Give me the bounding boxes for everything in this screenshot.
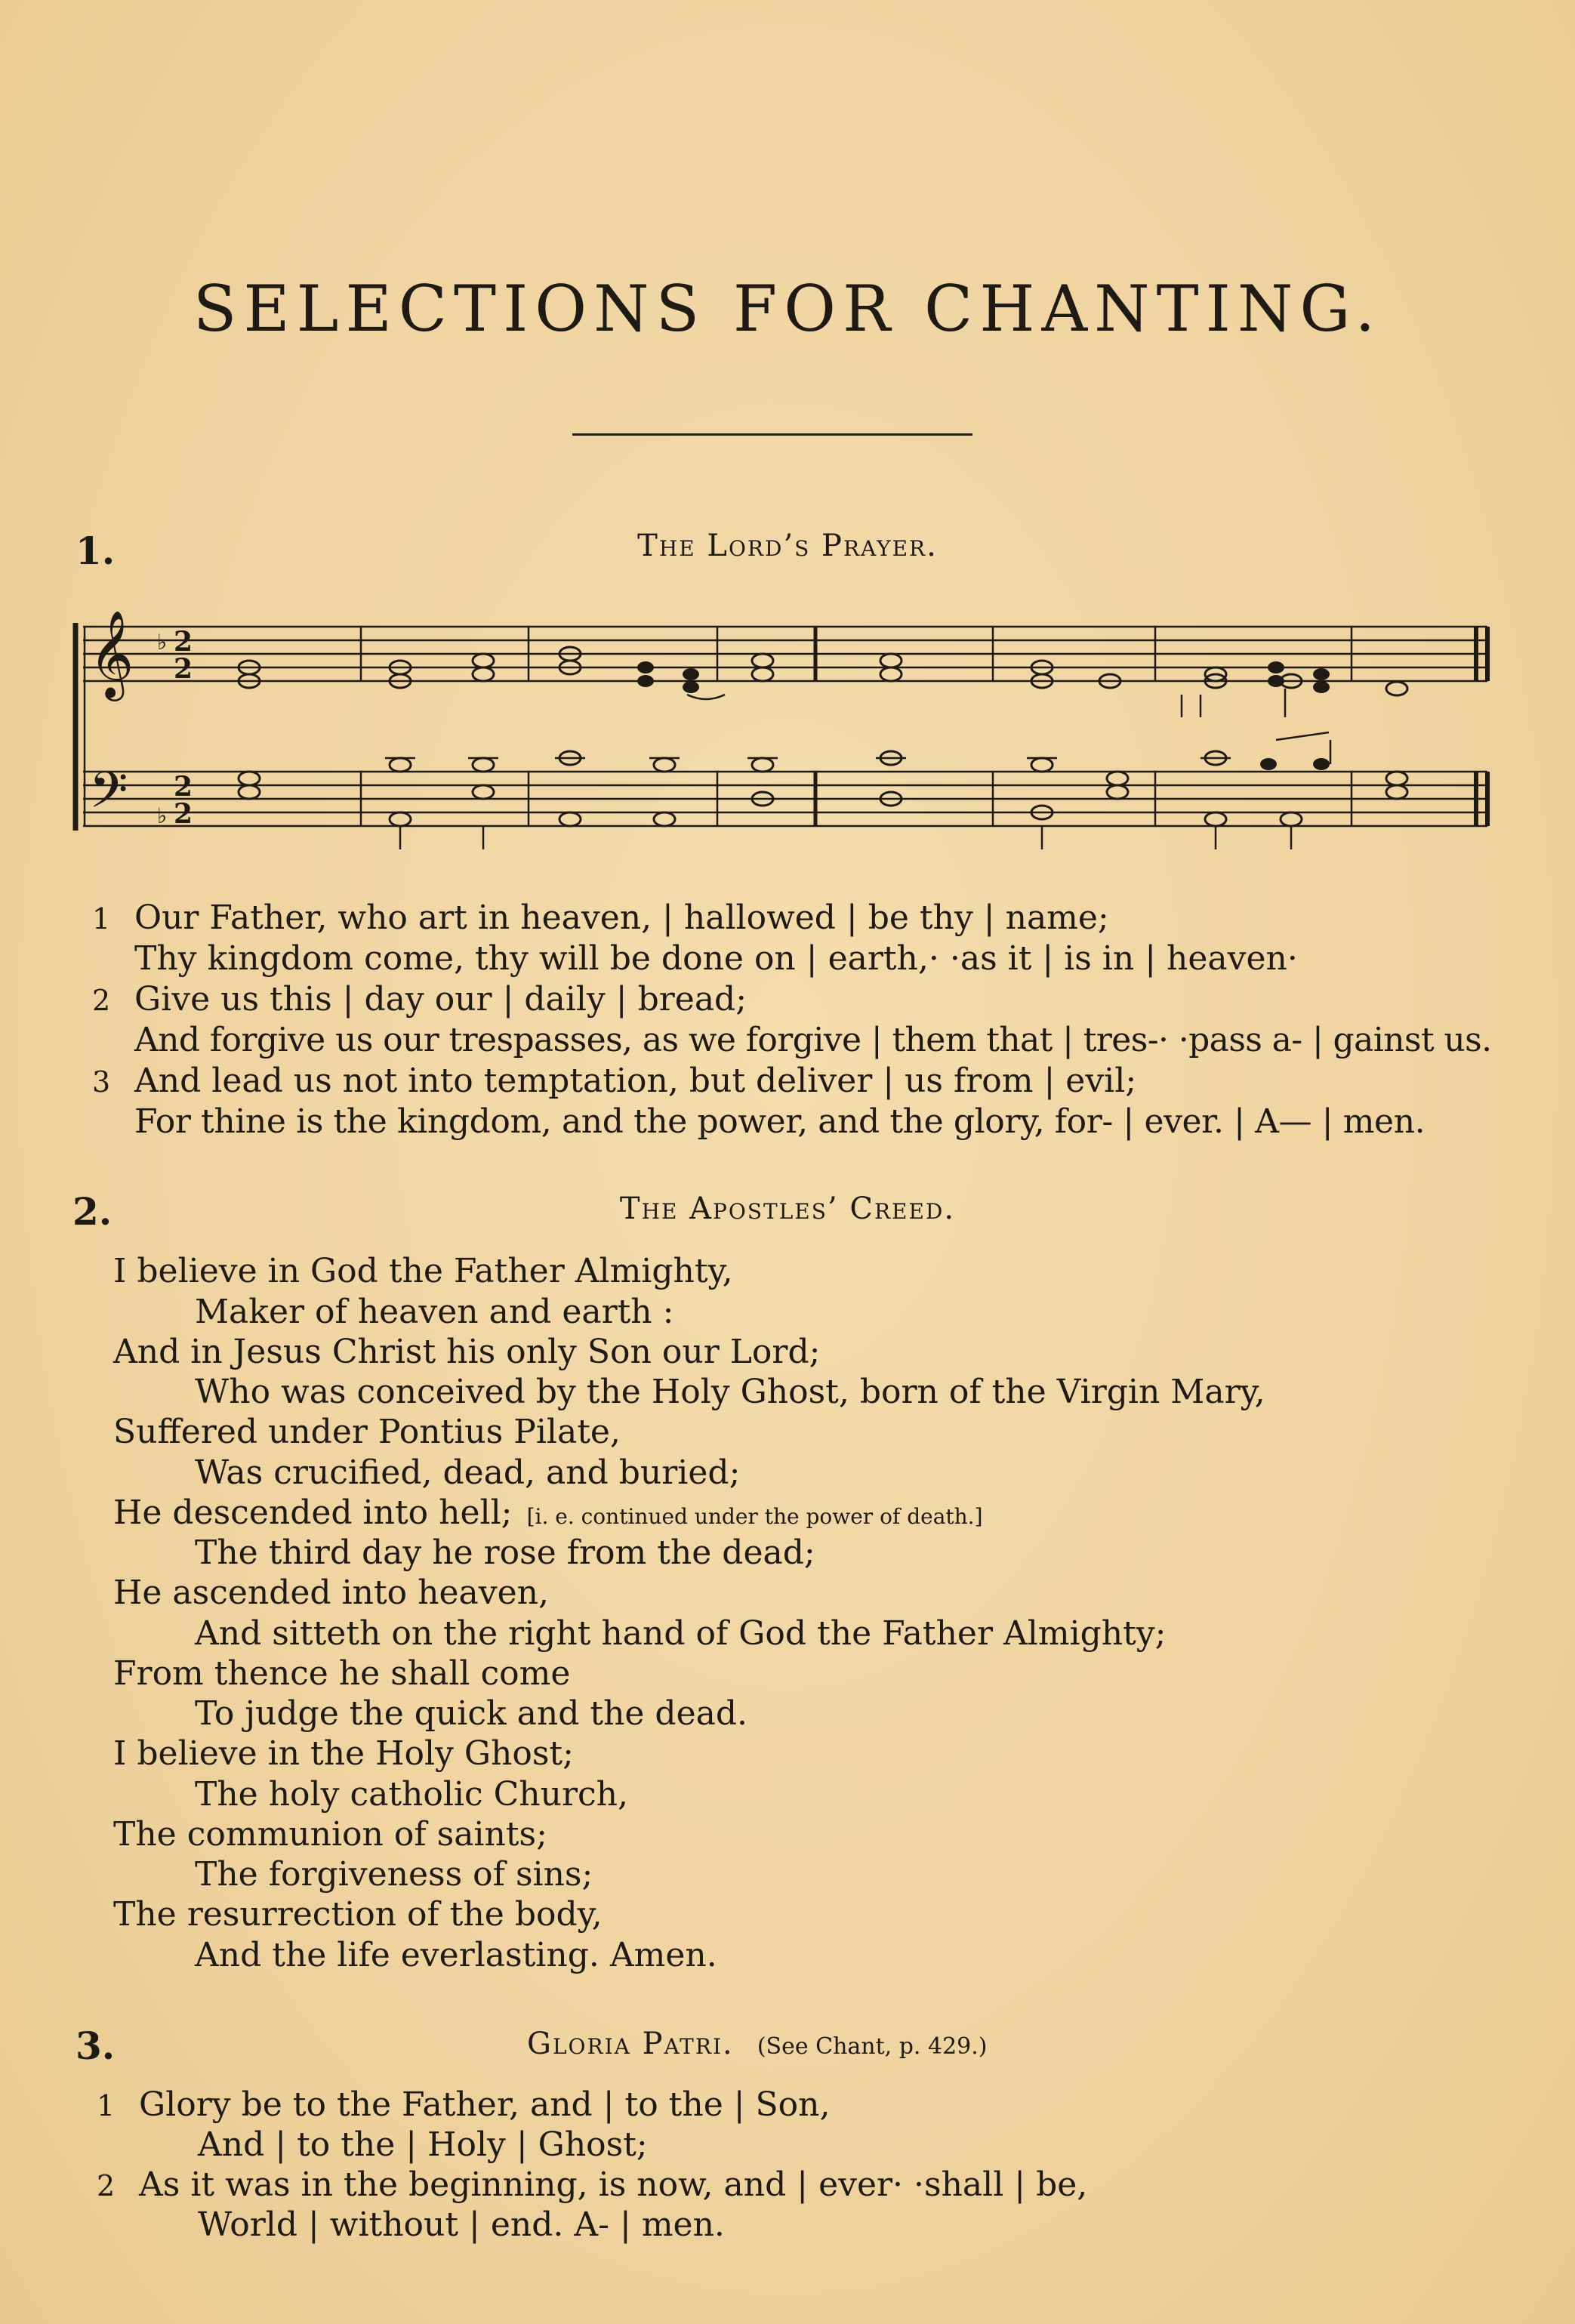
creed-line-6: Was crucified, dead, and buried; — [195, 1453, 741, 1492]
gloria-verse-2-line-1: As it was in the beginning, is now, and | ever· ·shall | be, — [139, 2165, 1088, 2204]
creed-line-13: I believe in the Holy Ghost; — [113, 1734, 574, 1773]
creed-line-12: To judge the quick and the dead. — [195, 1694, 748, 1733]
svg-text:2: 2 — [174, 771, 193, 803]
creed-line-7: He descended into hell; — [113, 1493, 513, 1532]
creed-line-5: Suffered under Pontius Pilate, — [113, 1413, 621, 1451]
gloria-verse-1-line-2: And | to the | Holy | Ghost; — [198, 2125, 648, 2164]
svg-text:𝄞: 𝄞 — [89, 609, 134, 698]
creed-footnote: [i. e. continued under the power of death.] — [526, 1504, 983, 1529]
verse-2-line-2: And forgive us our trespasses, as we forgive | them that | tres-· ·pass a- | gainst us. — [134, 1021, 1492, 1059]
section-1-heading: The Lord’s Prayer. — [637, 529, 938, 563]
section-3-number: 3. — [76, 2023, 116, 2068]
creed-line-14: The holy catholic Church, — [195, 1775, 628, 1814]
svg-text:𝄢: 𝄢 — [89, 761, 128, 831]
section-2-number: 2. — [72, 1189, 112, 1234]
verse-2-number: 2 — [92, 984, 111, 1017]
gloria-verse-2-number: 2 — [97, 2169, 116, 2202]
creed-line-9: He ascended into heaven, — [113, 1573, 549, 1612]
verse-3-line-2: For thine is the kingdom, and the power, and the glory, for- | ever. | A— | men. — [134, 1102, 1426, 1141]
gloria-verse-1-line-1: Glory be to the Father, and | to the | Son, — [139, 2085, 831, 2124]
section-3-note: (See Chant, p. 429.) — [757, 2033, 988, 2060]
svg-text:2: 2 — [174, 626, 193, 658]
creed-line-4: Who was conceived by the Holy Ghost, born of the Virgin Mary, — [195, 1373, 1265, 1411]
verse-1-line-2: Thy kingdom come, thy will be done on | earth,· ·as it | is in | heaven· — [134, 939, 1298, 978]
verse-1-number: 1 — [92, 902, 111, 935]
creed-line-1: I believe in God the Father Almighty, — [113, 1252, 733, 1290]
title-rule — [572, 433, 972, 436]
gloria-verse-1-number: 1 — [97, 2089, 116, 2122]
svg-text:♭: ♭ — [157, 630, 168, 655]
page-title: SELECTIONS FOR CHANTING. — [193, 272, 1382, 346]
verse-1-line-1: Our Father, who art in heaven, | hallowed | be thy | name; — [134, 898, 1109, 937]
chant-score — [68, 604, 1503, 861]
section-3-heading-row — [527, 2027, 988, 2061]
creed-line-16: The forgiveness of sins; — [195, 1855, 593, 1894]
creed-line-15: The communion of saints; — [113, 1815, 547, 1854]
verse-2-line-1: Give us this | day our | daily | bread; — [134, 980, 747, 1019]
creed-line-2: Maker of heaven and earth : — [195, 1293, 674, 1331]
creed-line-10: And sitteth on the right hand of God the Father Almighty; — [195, 1614, 1167, 1653]
creed-line-17: The resurrection of the body, — [113, 1895, 603, 1934]
gloria-verse-2-line-2: World | without | end. A- | men. — [198, 2205, 725, 2244]
creed-line-3: And in Jesus Christ his only Son our Lord; — [113, 1333, 821, 1371]
section-2-heading: The Apostles’ Creed. — [619, 1191, 956, 1226]
section-1-number: 1. — [76, 529, 116, 573]
section-3-heading: Gloria Patri. — [527, 2027, 734, 2061]
verse-3-number: 3 — [92, 1065, 111, 1099]
creed-line-18: And the life everlasting. Amen. — [195, 1936, 717, 1974]
creed-line-7-row — [113, 1493, 983, 1532]
svg-text:2: 2 — [174, 653, 193, 685]
verse-3-line-1: And lead us not into temptation, but deliver | us from | evil; — [134, 1062, 1137, 1100]
svg-text:♭: ♭ — [157, 803, 168, 828]
creed-line-8: The third day he rose from the dead; — [195, 1533, 815, 1572]
creed-line-11: From thence he shall come — [113, 1654, 571, 1693]
svg-text:2: 2 — [174, 798, 193, 830]
